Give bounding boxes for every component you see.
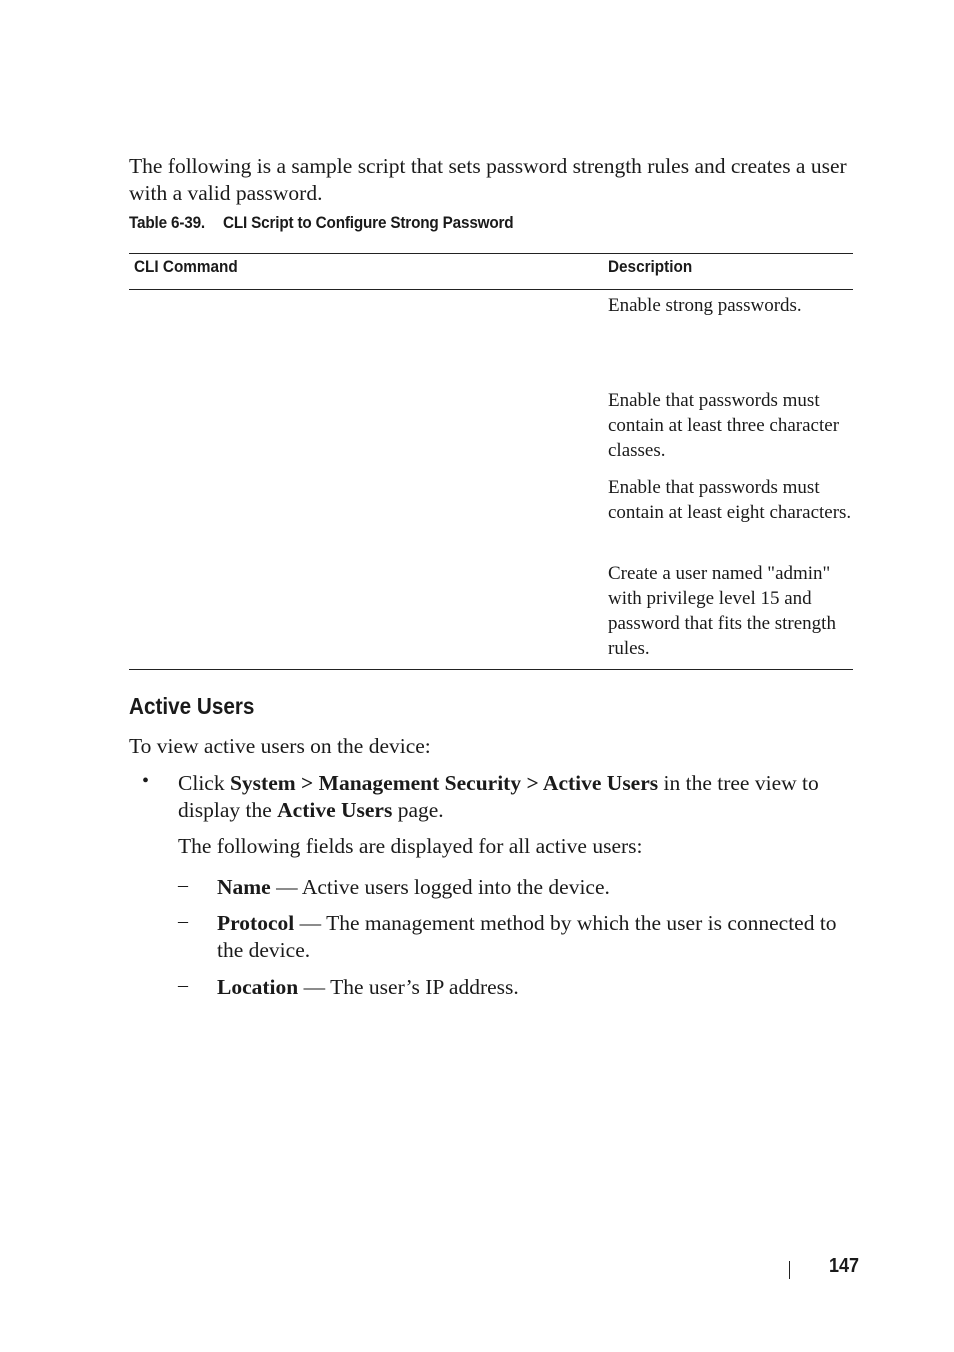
list-item: Location — The user’s IP address.: [217, 975, 519, 999]
table-header-command: CLI Command: [134, 257, 238, 276]
table-row-description: Create a user named "admin" with privilege level 15 and password that fits the strength rules.: [608, 563, 836, 659]
menu-path-active-users: Active Users: [542, 771, 659, 795]
fields-intro: The following fields are displayed for all active users:: [178, 834, 643, 858]
page-number: 147: [829, 1255, 860, 1277]
table-top-rule: [129, 253, 853, 254]
menu-path-management-security: Management Security: [318, 771, 522, 795]
table-row-description: Enable that passwords must contain at least three character classes.: [608, 390, 840, 461]
section-lead: To view active users on the device:: [129, 734, 431, 758]
table-caption-number: Table 6-39.: [129, 213, 205, 232]
bullet-text: Click System > Management Security > Active Users in the tree view to display the Active Users page.: [178, 771, 819, 822]
table-row-description: Enable strong passwords.: [608, 295, 802, 316]
table-caption: [129, 213, 513, 233]
table-bottom-rule: [129, 669, 853, 670]
section-heading: Active Users: [129, 693, 255, 719]
list-dash: –: [178, 974, 188, 996]
list-dash: –: [178, 910, 188, 932]
table-caption-title: CLI Script to Configure Strong Password: [222, 213, 514, 232]
table-header-description: Description: [608, 257, 693, 276]
bullet-mark: •: [142, 770, 150, 792]
table-header-rule: [129, 289, 853, 290]
menu-path-system: System: [229, 771, 296, 795]
list-item: Name — Active users logged into the device.: [217, 875, 610, 899]
table-row-description: Enable that passwords must contain at least eight characters.: [608, 477, 852, 523]
list-dash: –: [178, 874, 188, 896]
footer-divider: [789, 1261, 790, 1279]
page-name: Active Users: [277, 798, 393, 822]
list-item: Protocol — The management method by which the user is connected to the device.: [217, 911, 837, 962]
intro-paragraph: The following is a sample script that sets password strength rules and creates a user with a valid password.: [129, 154, 847, 205]
